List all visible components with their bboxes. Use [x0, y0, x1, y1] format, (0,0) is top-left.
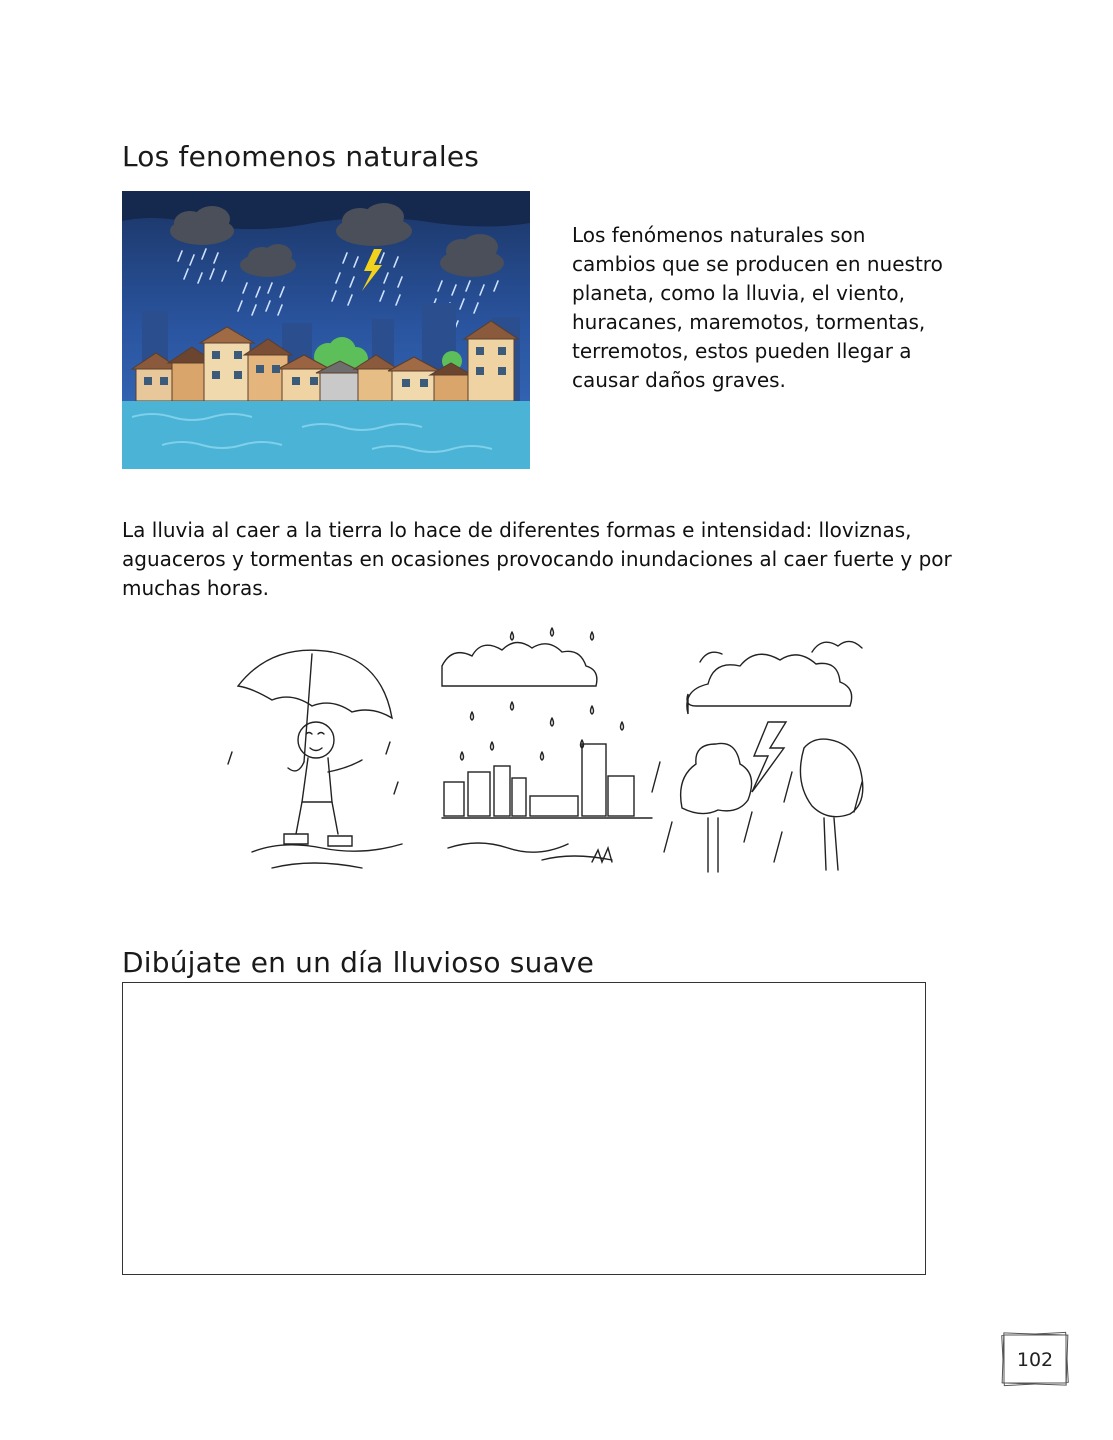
child-umbrella-sketch — [228, 650, 402, 868]
storm-sketch — [652, 641, 863, 872]
drawing-prompt-title: Dibújate en un día lluvioso suave — [122, 946, 595, 979]
city-rain-sketch — [442, 628, 652, 862]
section-title: Los fenomenos naturales — [122, 140, 480, 173]
rain-sketches-illustration — [212, 622, 872, 888]
drawing-area[interactable] — [122, 982, 926, 1275]
flood-illustration — [122, 191, 530, 469]
page-number: 102 — [1016, 1349, 1054, 1371]
intro-paragraph: Los fenómenos naturales son cambios que se producen en nuestro planeta, como la lluvia, el viento, huracanes, maremotos, tormentas, terremotos, estos pueden llegar a causar daños graves. — [572, 223, 943, 392]
rain-paragraph: La lluvia al caer a la tierra lo hace de diferentes formas e intensidad: lloviznas, aguaceros y tormentas en ocasiones provocando inundaciones al caer fuerte y por muchas horas. — [122, 518, 952, 600]
